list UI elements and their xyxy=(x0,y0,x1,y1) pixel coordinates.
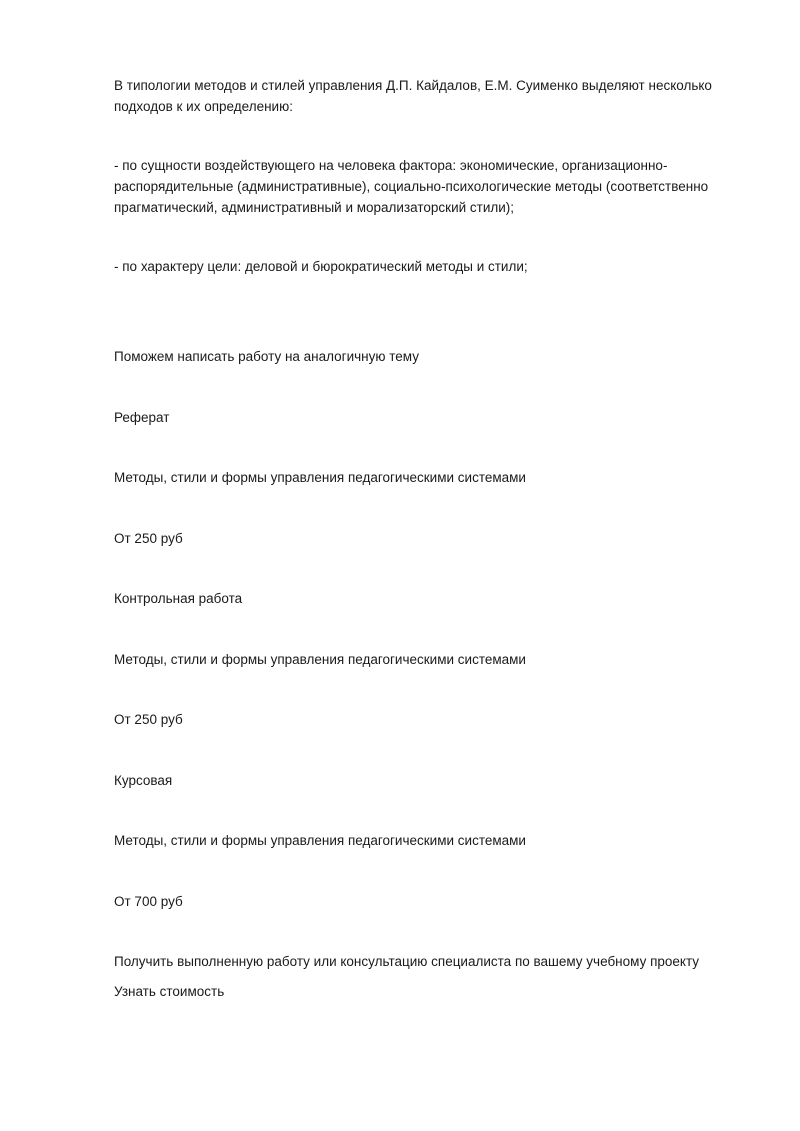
work-price-essay: От 250 руб xyxy=(114,531,183,546)
work-type-coursework: Курсовая xyxy=(114,773,173,788)
work-title-essay: Методы, стили и формы управления педагогическими системами xyxy=(114,470,526,485)
work-title-coursework: Методы, стили и формы управления педагогическими системами xyxy=(114,833,526,848)
work-title-test: Методы, стили и формы управления педагогическими системами xyxy=(114,652,526,667)
work-type-test: Контрольная работа xyxy=(114,591,243,606)
find-cost-link[interactable]: Узнать стоимость xyxy=(114,984,225,999)
offer-title: Поможем написать работу на аналогичную тему xyxy=(114,349,419,364)
work-price-coursework: От 700 руб xyxy=(114,894,183,909)
work-price-test: От 250 руб xyxy=(114,712,183,727)
consultation-text: Получить выполненную работу или консультацию специалиста по вашему учебному проекту xyxy=(114,954,700,969)
intro-paragraph: В типологии методов и стилей управления Д.П. Кайдалов, Е.М. Суименко выделяют несколько подходов к их определению: xyxy=(114,78,712,114)
approach-point-2: - по характеру цели: деловой и бюрократический методы и стили; xyxy=(114,259,528,274)
approach-point-1: - по сущности воздействующего на человека фактора: экономические, организационно-распорядительные (административные), социально-психологические методы (соответственно прагматический, административный и морализаторский стили); xyxy=(114,158,709,215)
work-type-essay: Реферат xyxy=(114,410,170,425)
